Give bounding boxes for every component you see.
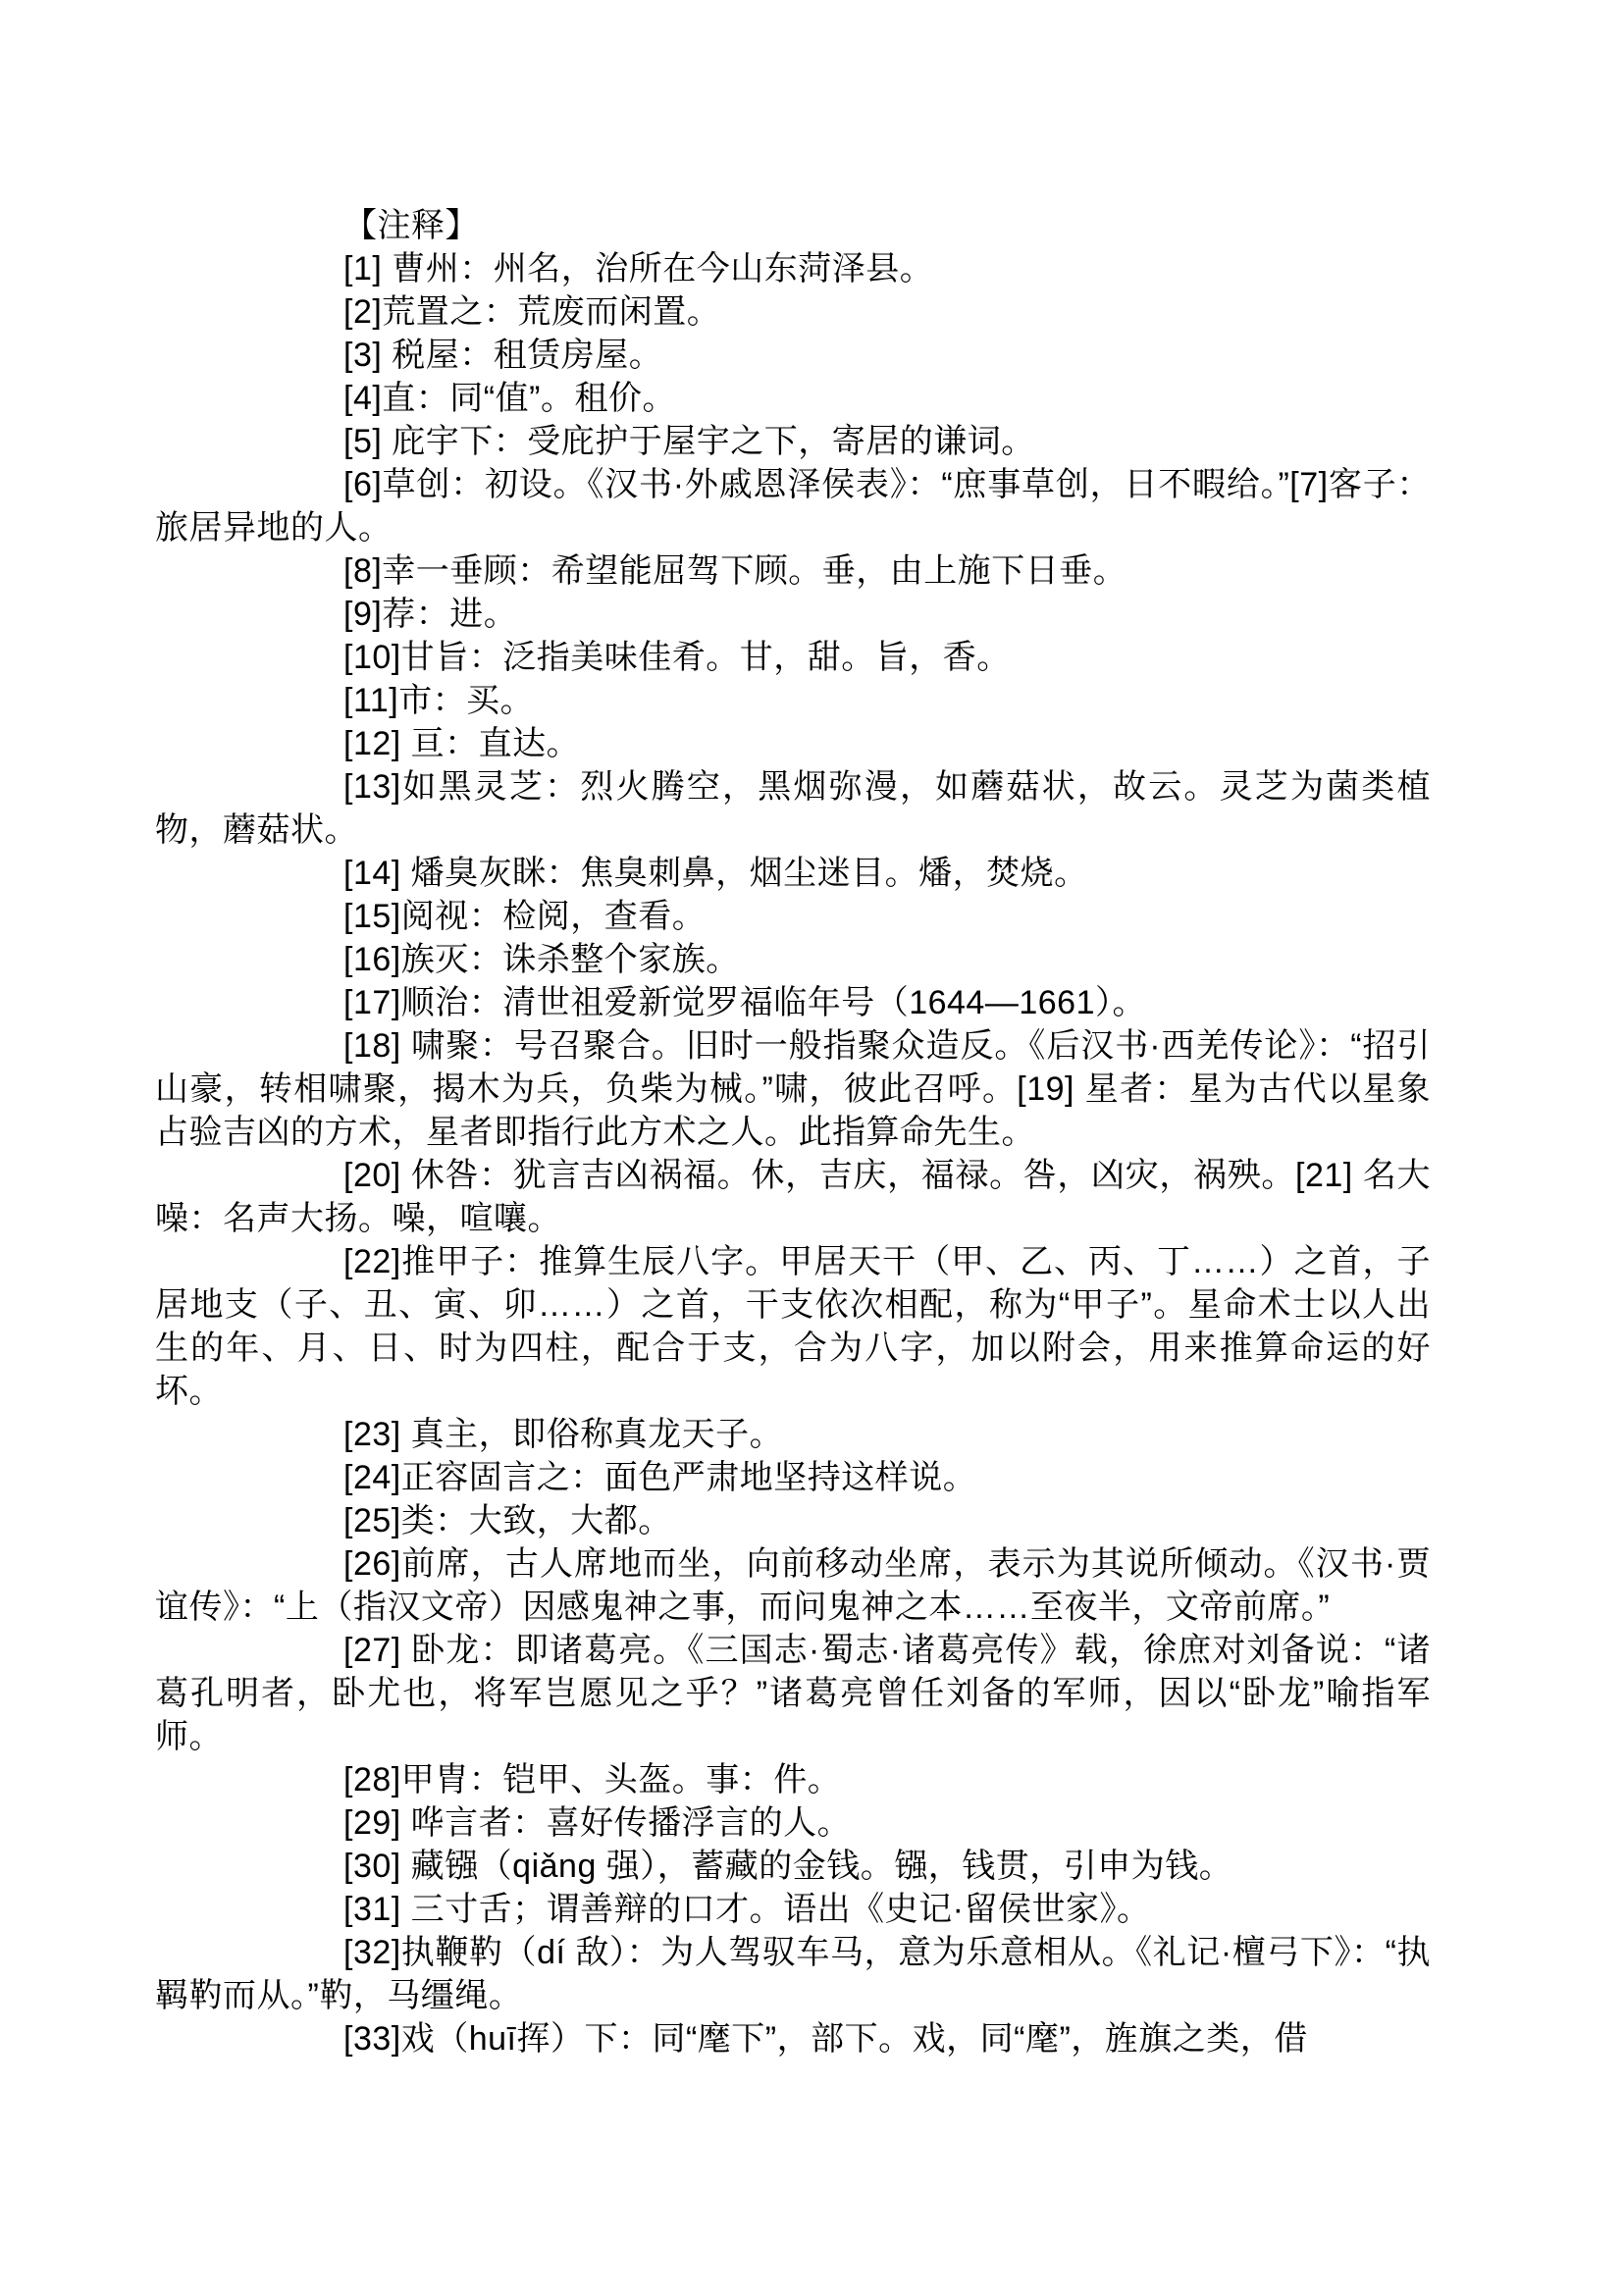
- annotation-paragraph: [29] 哗言者：喜好传播浮言的人。: [343, 1804, 852, 1842]
- annotation-paragraph: [13]如黑灵芝：烈火腾空，黑烟弥漫，如蘑菇状，故云。灵芝为菌类植物，蘑菇状。: [155, 768, 1431, 849]
- annotation-paragraph: [17]顺治：清世祖爱新觉罗福临年号（1644—1661）。: [343, 984, 1146, 1021]
- annotation-paragraph: [23] 真主，即俗称真龙天子。: [343, 1416, 784, 1453]
- annotation-paragraph: [10]甘旨：泛指美味佳肴。甘，甜。旨，香。: [343, 639, 1011, 676]
- annotation-paragraph: [20] 休咎：犹言吉凶祸福。休，吉庆，福禄。咎，凶灾，祸殃。[21] 名大噪：名声大扬。噪，喧嚷。: [155, 1157, 1431, 1237]
- annotation-paragraph: [9]荐：进。: [343, 596, 518, 633]
- annotation-paragraph: [2]荒置之：荒废而闲置。: [343, 293, 721, 331]
- annotation-paragraph: [12] 亘：直达。: [343, 725, 581, 762]
- annotation-paragraph: [31] 三寸舌；谓善辩的口才。语出《史记·留侯世家》。: [343, 1891, 1151, 1928]
- annotation-paragraph: [6]草创：初设。《汉书·外戚恩泽侯表》：“庶事草创，日不暇给。”[7]客子：旅居异地的人。: [155, 466, 1431, 547]
- annotation-paragraph: [26]前席，古人席地而坐，向前移动坐席，表示为其说所倾动。《汉书·贾谊传》：“上（指汉文帝）因感鬼神之事，而问鬼神之本……至夜半，文帝前席。”: [155, 1545, 1431, 1626]
- section-title: 【注释】: [343, 207, 479, 244]
- annotation-paragraph: [11]市：买。: [343, 682, 535, 719]
- annotation-paragraph: [3] 税屋：租赁房屋。: [343, 337, 663, 374]
- annotation-paragraph: [18] 啸聚：号召聚合。旧时一般指聚众造反。《后汉书·西羌传论》：“招引山豪，转相啸聚，揭木为兵，负柴为械。”啸，彼此召呼。[19] 星者：星为古代以星象占验吉凶的方术，星者即指行此方术之人。此指算命先生。: [155, 1027, 1431, 1151]
- annotation-paragraph: [14] 燔臭灰眯：焦臭刺鼻，烟尘迷目。燔，焚烧。: [343, 855, 1088, 892]
- annotation-paragraph: [24]正容固言之：面色严肃地坚持这样说。: [343, 1459, 977, 1496]
- annotation-paragraph: [28]甲胄：铠甲、头盔。事：件。: [343, 1761, 842, 1799]
- annotation-paragraph: [22]推甲子：推算生辰八字。甲居天干（甲、乙、丙、丁……）之首，子居地支（子、丑、寅、卯……）之首，干支依次相配，称为“甲子”。星命术士以人出生的年、月、日、时为四柱，配合于支，合为八字，加以附会，用来推算命运的好坏。: [155, 1243, 1431, 1410]
- annotation-paragraph: [30] 藏镪（qiǎng 强），蓄藏的金钱。镪，钱贯，引申为钱。: [343, 1848, 1233, 1885]
- annotation-paragraph: [1] 曹州：州名，治所在今山东菏泽县。: [343, 250, 934, 287]
- annotation-paragraph: [32]执鞭靮（dí 敌）：为人驾驭车马，意为乐意相从。《礼记·檀弓下》：“执羁靮而从。”靮，马缰绳。: [155, 1934, 1431, 2014]
- annotation-paragraph: [15]阅视：检阅，查看。: [343, 898, 707, 935]
- annotation-paragraph: [25]类：大致，大都。: [343, 1502, 672, 1539]
- annotation-paragraph: [5] 庇宇下：受庇护于屋宇之下，寄居的谦词。: [343, 423, 1035, 460]
- annotation-paragraph: [8]幸一垂顾：希望能屈驾下顾。垂，由上施下日垂。: [343, 552, 1127, 590]
- annotations-section: [155, 204, 1431, 2060]
- annotation-paragraph: [27] 卧龙：即诸葛亮。《三国志·蜀志·诸葛亮传》载，徐庶对刘备说：“诸葛孔明者，卧尤也，将军岂愿见之乎？”诸葛亮曾任刘备的军师，因以“卧龙”喻指军师。: [155, 1632, 1431, 1755]
- annotation-paragraph: [4]直：同“值”。租价。: [343, 380, 676, 417]
- annotation-paragraph: [33]戏（huī挥）下：同“麾下”，部下。戏，同“麾”，旌旗之类，借: [343, 2020, 1308, 2058]
- annotation-paragraph: [16]族灭：诛杀整个家族。: [343, 941, 740, 978]
